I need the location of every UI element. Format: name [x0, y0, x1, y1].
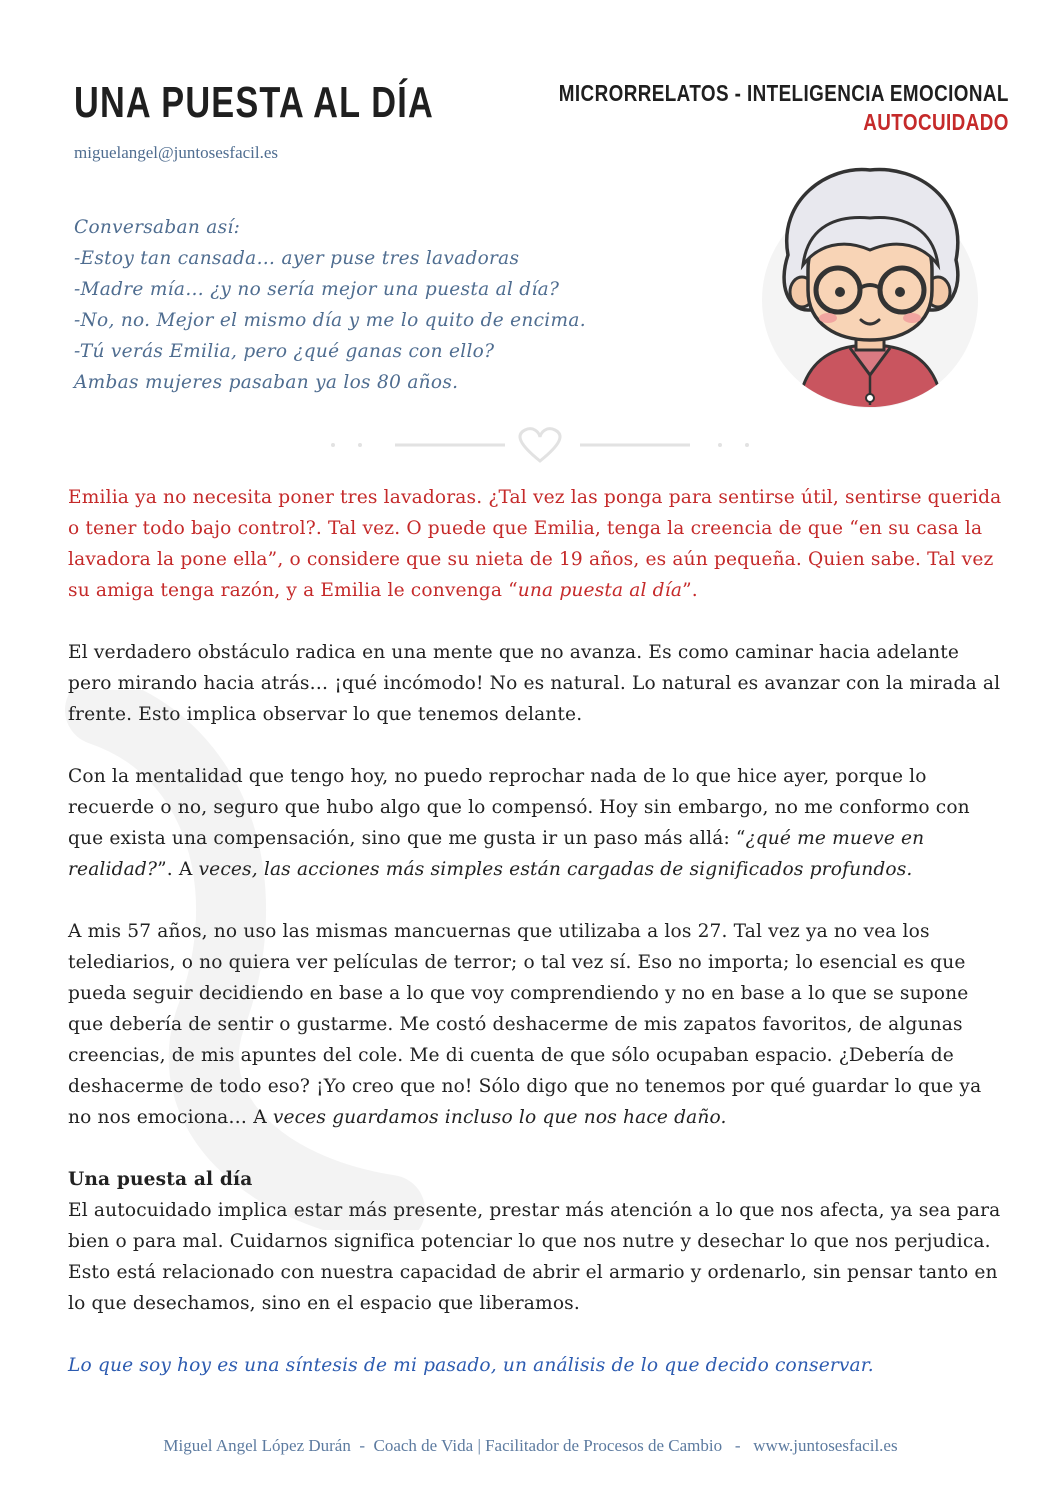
intro-paragraph — [68, 482, 1003, 606]
paragraph-obstacle: El verdadero obstáculo radica en una mente que no avanza. Es como caminar hacia adelante pero mirando hacia atrás… ¡qué incómodo! No es natural. Lo natural es avanzar con la mirada al frente. Esto implica observar lo que tenemos delante. — [68, 642, 1001, 725]
intro-text-end: ”. — [682, 580, 698, 601]
page-footer: Miguel Angel López Durán - Coach de Vida | Facilitador de Procesos de Cambio - www.juntosesfacil.es — [163, 1436, 898, 1455]
decorative-divider — [325, 425, 755, 465]
paragraph-mentality — [68, 761, 1003, 885]
closing-quote: Lo que soy hoy es una síntesis de mi pasado, un análisis de lo que decido conservar. — [68, 1355, 874, 1376]
intro-emphasis: una puesta al día — [517, 580, 683, 601]
category-topic: AUTOCUIDADO — [863, 109, 1009, 135]
paragraph-emphasis: ¿qué me mueve en realidad? — [68, 828, 925, 880]
dialog-line: -Tú verás Emilia, pero ¿qué ganas con ello? — [74, 341, 495, 362]
author-email[interactable]: miguelangel@juntosesfacil.es — [74, 143, 279, 162]
dialog-line: -Estoy tan cansada… ayer puse tres lavadoras — [74, 248, 520, 269]
category-label — [460, 80, 1009, 136]
paragraph-selfcare: El autocuidado implica estar más presente, prestar más atención a lo que nos afecta, ya sea para bien o para mal. Cuidarnos significa potenciar lo que nos nutre y desechar lo que nos perjudica. Esto está relacionado con nuestra capacidad de abrir el armario y ordenarlo, sin pensar tanto en lo que desechamos, sino en el espacio que liberamos. — [68, 1200, 1001, 1314]
paragraph-text: ”. A — [157, 859, 199, 880]
dialog-line: -Madre mía… ¿y no sería mejor una puesta al día? — [74, 279, 560, 300]
section-heading: Una puesta al día — [68, 1169, 253, 1190]
dialog-block — [74, 212, 586, 398]
paragraph-text: Con la mentalidad que tengo hoy, no puedo reprochar nada de lo que hice ayer, porque lo recuerde o no, seguro que hubo algo que lo compensó. Hoy sin embargo, no me conformo con que exista una compensación, sino que me gusta ir un paso más allá: “ — [68, 766, 970, 849]
article-body — [68, 482, 1003, 1412]
grandmother-avatar-illustration — [758, 160, 983, 425]
page-title: UNA PUESTA AL DÍA — [74, 78, 434, 127]
intro-text: Emilia ya no necesita poner tres lavadoras. ¿Tal vez las ponga para sentirse útil, sentirse querida o tener todo bajo control?. Tal vez. O puede que Emilia, tenga la creencia de que “en su casa la lavadora la pone ella”, o considere que su nieta de 19 años, es aún pequeña. Quien sabe. Tal vez su amiga tenga razón, y a Emilia le convenga “ — [68, 487, 1002, 601]
category-series: MICRORRELATOS - INTELIGENCIA EMOCIONAL — [558, 80, 1009, 106]
paragraph-emphasis: veces, las acciones más simples están cargadas de significados profundos. — [198, 859, 913, 880]
dialog-line: Ambas mujeres pasaban ya los 80 años. — [74, 372, 459, 393]
paragraph-emphasis: veces guardamos incluso lo que nos hace daño. — [272, 1107, 727, 1128]
paragraph-text: A mis 57 años, no uso las mismas mancuernas que utilizaba a los 27. Tal vez ya no vea los telediarios, o no quiera ver películas de terror; o tal vez sí. Eso no importa; lo esencial es que pueda seguir decidiendo en base a lo que voy comprendiendo y no en base a lo que se supone que debería de sentir o gustarme. Me costó deshacerme de mis zapatos favoritos, de algunas creencias, de mis apuntes del cole. Me di cuenta de que sólo ocupaban espacio. ¿Debería de deshacerme de todo eso? ¡Yo creo que no! Sólo digo que no tenemos por qué guardar lo que ya no nos emociona… A — [68, 921, 982, 1128]
dialog-line: -No, no. Mejor el mismo día y me lo quito de encima. — [74, 310, 586, 331]
dialog-line: Conversaban así: — [74, 217, 241, 238]
paragraph-age — [68, 916, 1003, 1133]
